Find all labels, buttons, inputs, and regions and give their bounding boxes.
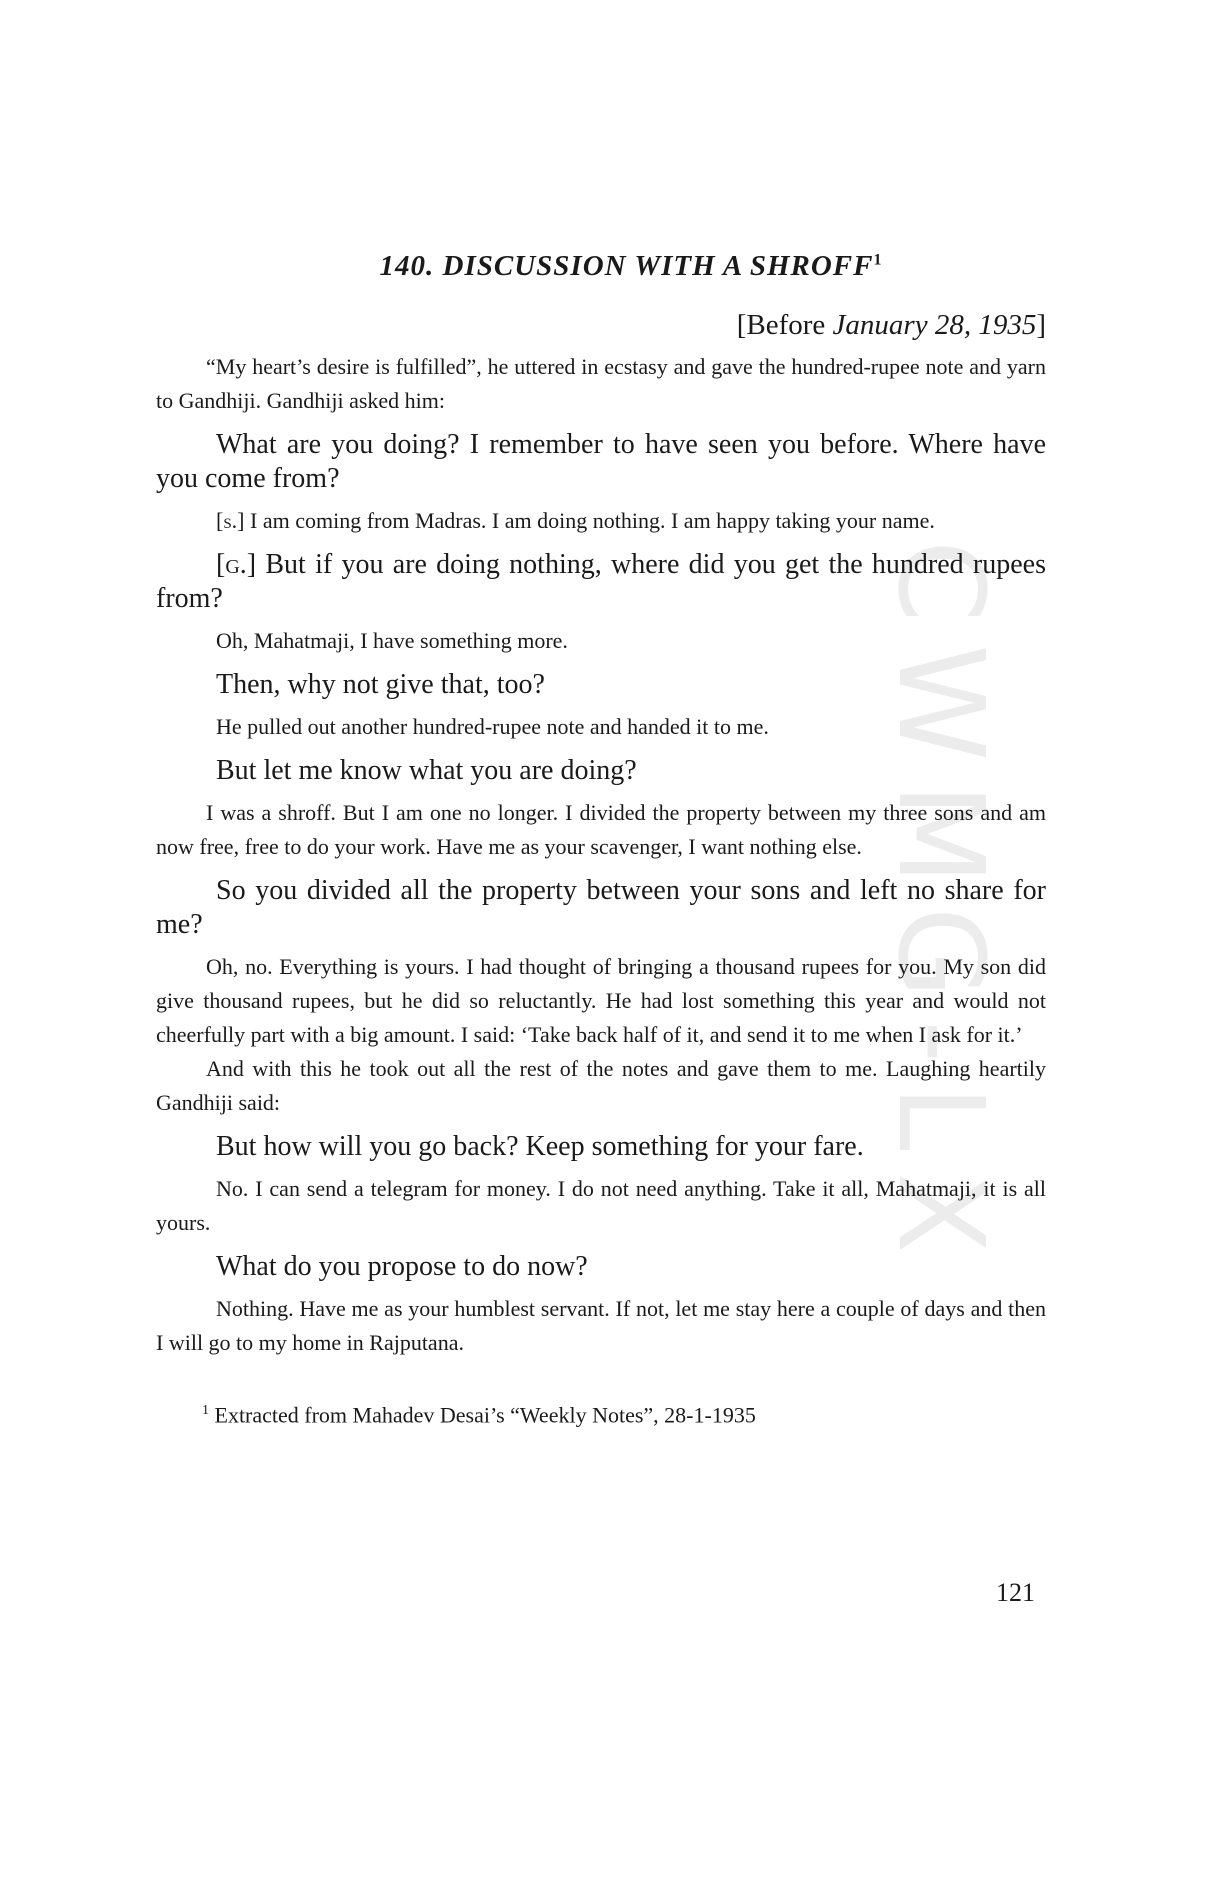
page-number: 121 bbox=[996, 1578, 1035, 1607]
speaker-tag: [g.] bbox=[216, 549, 257, 580]
narration-paragraph: And with this he took out all the rest of the notes and gave them to me. Laughing heartily Gandhiji said: bbox=[156, 1056, 1046, 1115]
gandhi-question: But how will you go back? Keep something for your fare. bbox=[216, 1131, 864, 1162]
footnote: $^1$ Extracted from Mahadev Desai’s “Weekly Notes”, 28-1-1935 bbox=[202, 1402, 756, 1428]
gandhi-question: [g.] But if you are doing nothing, where did you get the hundred rupees from? bbox=[156, 549, 1047, 614]
watermark: CWMG-LX bbox=[872, 540, 1010, 1276]
page-title bbox=[156, 250, 1046, 283]
narration-paragraph: He pulled out another hundred-rupee note and handed it to me. bbox=[216, 714, 769, 739]
gandhi-question: Then, why not give that, too? bbox=[216, 669, 545, 700]
gandhi-question: But let me know what you are doing? bbox=[216, 755, 637, 786]
shroff-answer: [s.] I am coming from Madras. I am doing nothing. I am happy taking your name. bbox=[216, 508, 935, 533]
gandhi-question: What do you propose to do now? bbox=[216, 1251, 588, 1282]
footnote-ref: 1 bbox=[873, 251, 883, 269]
date-line: [Before January 28, 1935] bbox=[736, 309, 1046, 341]
footnote-mark: 1 bbox=[202, 1403, 209, 1418]
page-body bbox=[156, 250, 1046, 1430]
shroff-answer: Oh, Mahatmaji, I have something more. bbox=[216, 628, 568, 653]
gandhi-question: What are you doing? I remember to have seen you before. Where have you come from? bbox=[156, 429, 1046, 494]
title-text: DISCUSSION WITH A SHROFF bbox=[442, 250, 874, 282]
narration-paragraph: “My heart’s desire is fulfilled”, he uttered in ecstasy and gave the hundred-rupee note and yarn to Gandhiji. Gandhiji asked him: bbox=[156, 354, 1046, 413]
speaker-tag: [s.] bbox=[216, 508, 245, 533]
shroff-answer: Oh, no. Everything is yours. I had thought of bringing a thousand rupees for you. My son did give thousand rupees, but he did so reluctantly. He had lost something this year and would not cheerfully part with a big amount. I said: ‘Take back half of it, and send it to me when I ask for it.’ bbox=[156, 954, 1046, 1047]
shroff-answer: Nothing. Have me as your humblest servant. If not, let me stay here a couple of days and then I will go to my home in Rajputana. bbox=[156, 1296, 1046, 1355]
shroff-answer: No. I can send a telegram for money. I do not need anything. Take it all, Mahatmaji, it is all yours. bbox=[156, 1176, 1046, 1235]
item-number: 140. bbox=[379, 250, 435, 282]
shroff-answer: I was a shroff. But I am one no longer. I divided the property between my three sons and am now free, free to do your work. Have me as your scavenger, I want nothing else. bbox=[156, 800, 1046, 859]
gandhi-question: So you divided all the property between your sons and left no share for me? bbox=[156, 875, 1046, 940]
